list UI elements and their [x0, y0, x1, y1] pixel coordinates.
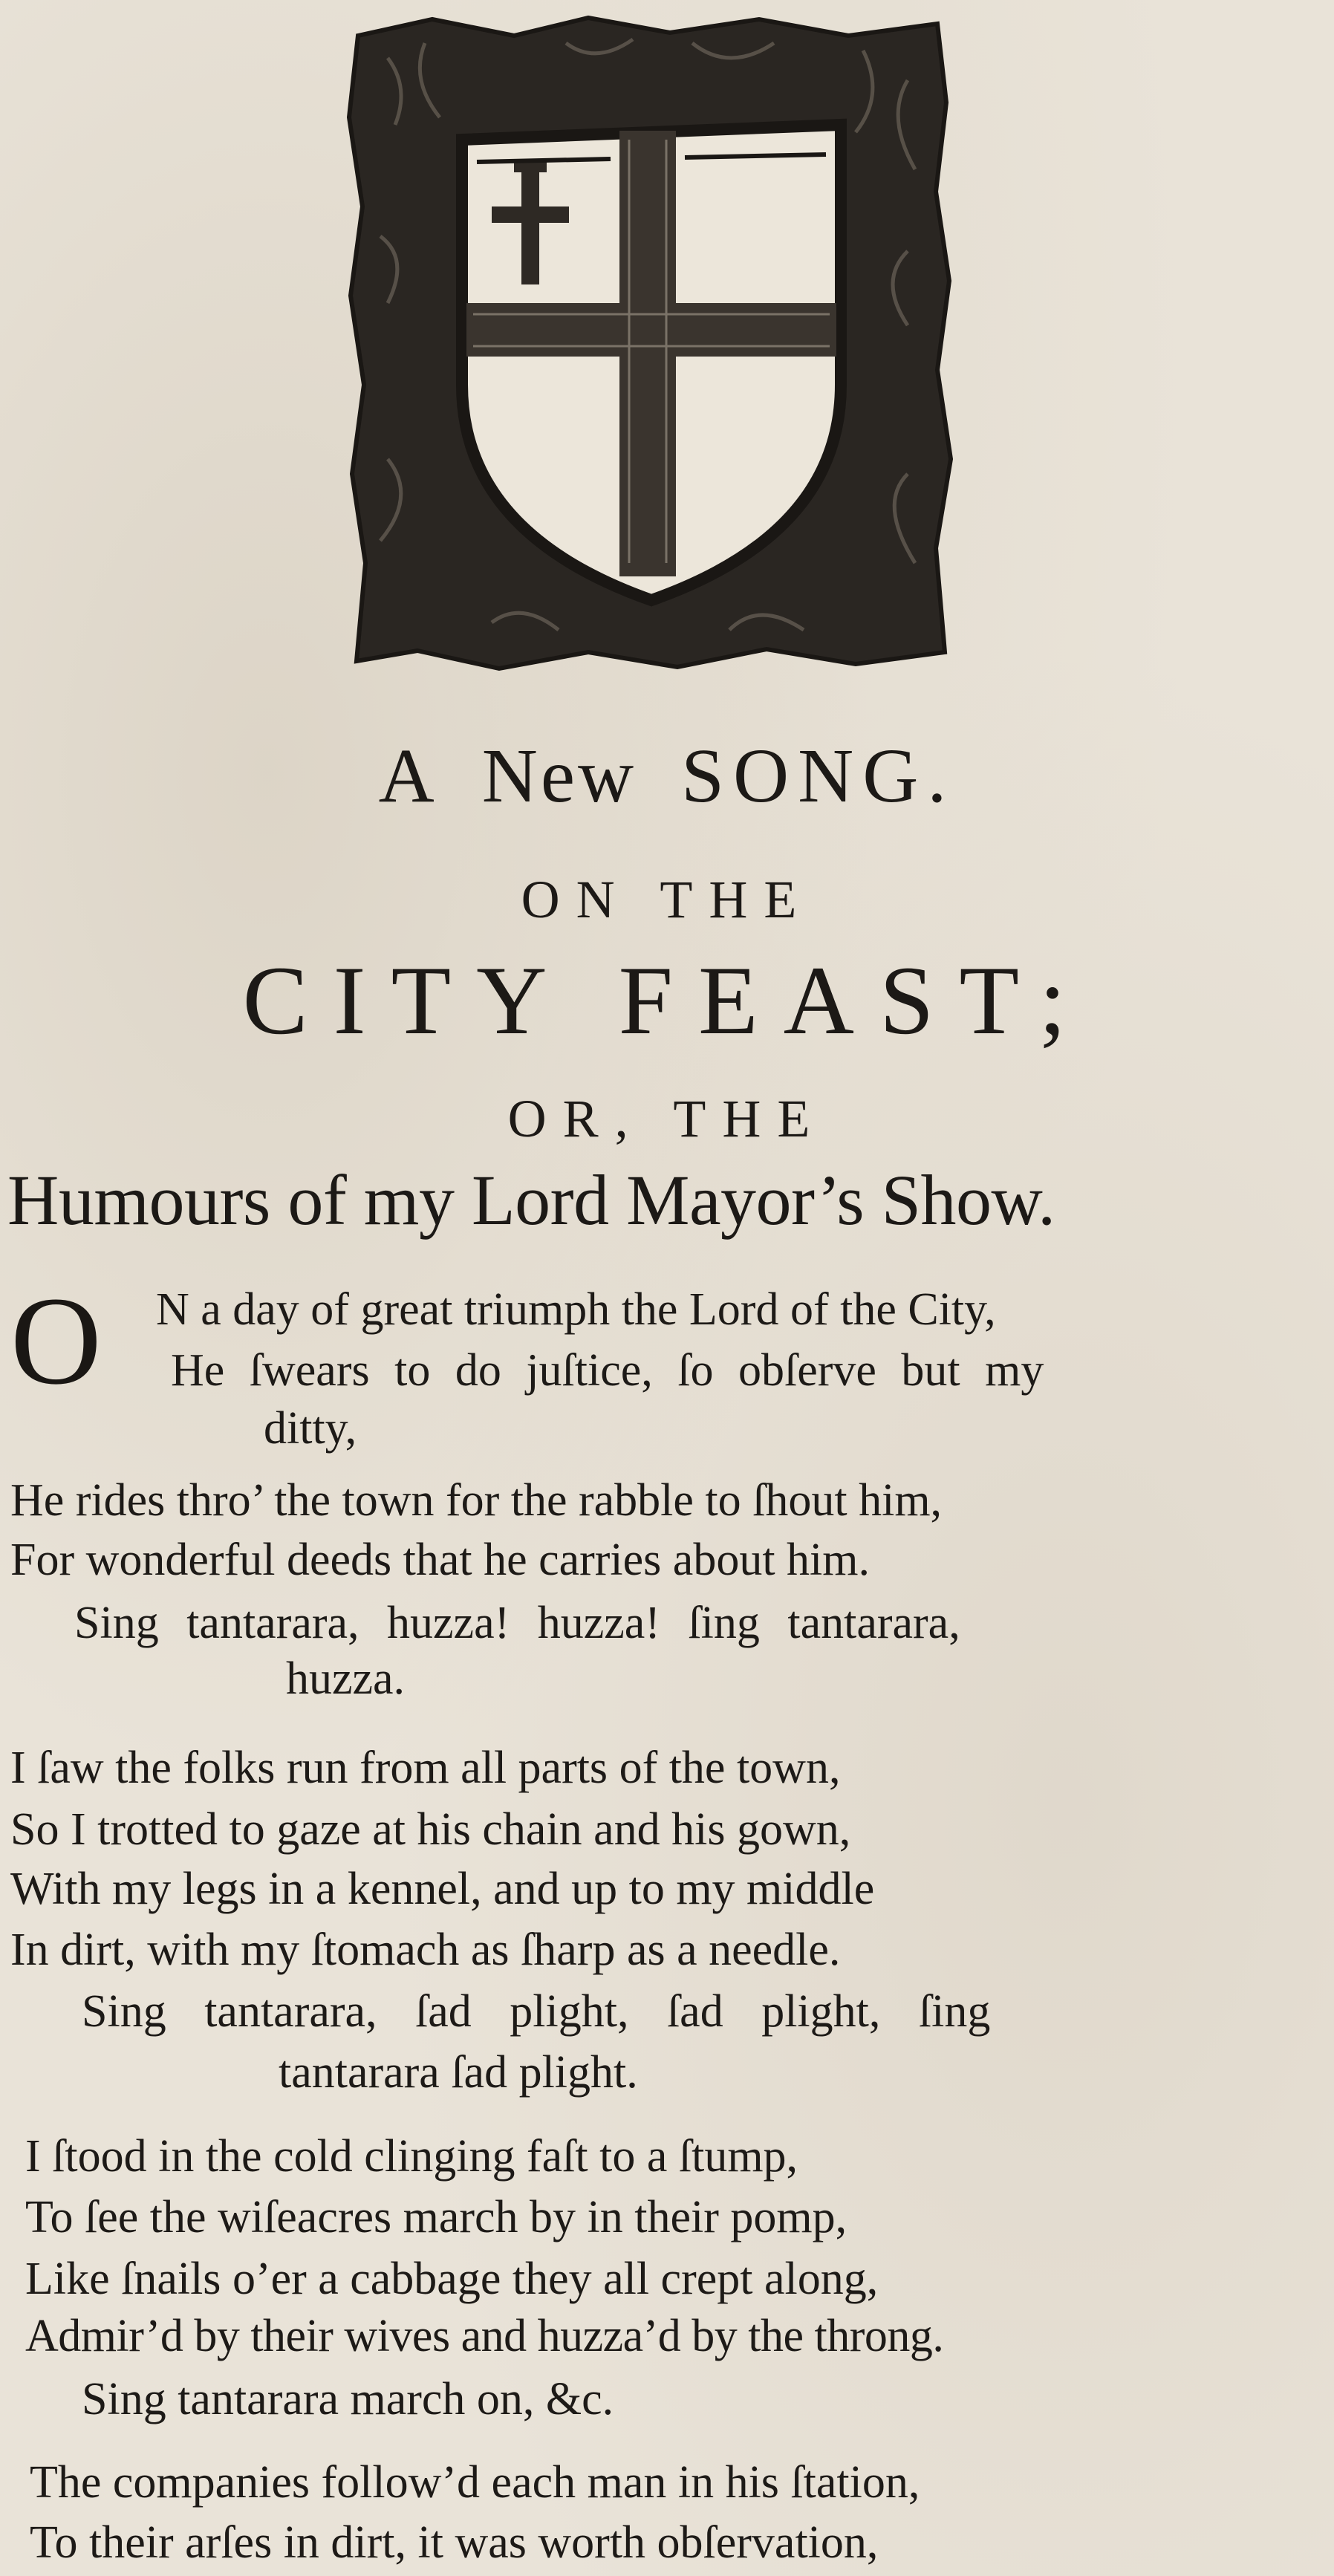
- title-or-the: OR, THE: [507, 1089, 827, 1148]
- title-new: New: [481, 733, 637, 819]
- verse-line: Sing tantarara, ſad plight, ſad plight, ſing: [82, 1986, 991, 2037]
- verse-line: I ſtood in the cold clinging faſt to a ſtump,: [25, 2131, 798, 2182]
- verse-line: He ſwears to do juſtice, ſo obſerve but my: [171, 1345, 1044, 1396]
- verse-line: To ſee the wiſeacres march by in their pomp,: [25, 2192, 847, 2242]
- verse-line: To their arſes in dirt, it was worth obſervation,: [30, 2517, 879, 2568]
- verse-line: ditty,: [264, 1403, 357, 1454]
- verse-line: I ſaw the folks run from all parts of the town,: [10, 1743, 841, 1793]
- verse-line: The companies follow’d each man in his ſtation,: [30, 2457, 920, 2508]
- title-line-new-song: [0, 732, 1334, 820]
- city-arms-woodcut: [343, 13, 960, 674]
- verse-line: huzza.: [286, 1653, 406, 1704]
- verse-line: Like ſnails o’er a cabbage they all crept along,: [25, 2254, 879, 2304]
- drop-cap: O: [10, 1271, 102, 1411]
- title-humours: Humours of my Lord Mayor’s Show.: [7, 1160, 1055, 1240]
- title-city-feast: CITY FEAST;: [242, 946, 1092, 1055]
- verse-line: N a day of great triumph the Lord of the City,: [156, 1284, 996, 1335]
- verse-line: Sing tantarara, huzza! huzza! ſing tantarara,: [74, 1598, 960, 1648]
- title-on-the: ON THE: [521, 870, 813, 929]
- verse-line: For wonderful deeds that he carries about him.: [10, 1535, 870, 1585]
- verse-line: tantarara ſad plight.: [279, 2047, 638, 2098]
- verse-line: With my legs in a kennel, and up to my middle: [10, 1864, 875, 1914]
- verse-line: Admir’d by their wives and huzza’d by the throng.: [25, 2311, 944, 2361]
- verse-line: He rides thro’ the town for the rabble to ſhout him,: [10, 1475, 943, 1526]
- verse-line: So I trotted to gaze at his chain and his gown,: [10, 1804, 851, 1855]
- title-a: A: [378, 733, 437, 819]
- verse-line: Sing tantarara march on, &c.: [82, 2374, 614, 2424]
- title-song: SONG.: [681, 733, 956, 819]
- verse-line: In dirt, with my ſtomach as ſharp as a needle.: [10, 1925, 841, 1975]
